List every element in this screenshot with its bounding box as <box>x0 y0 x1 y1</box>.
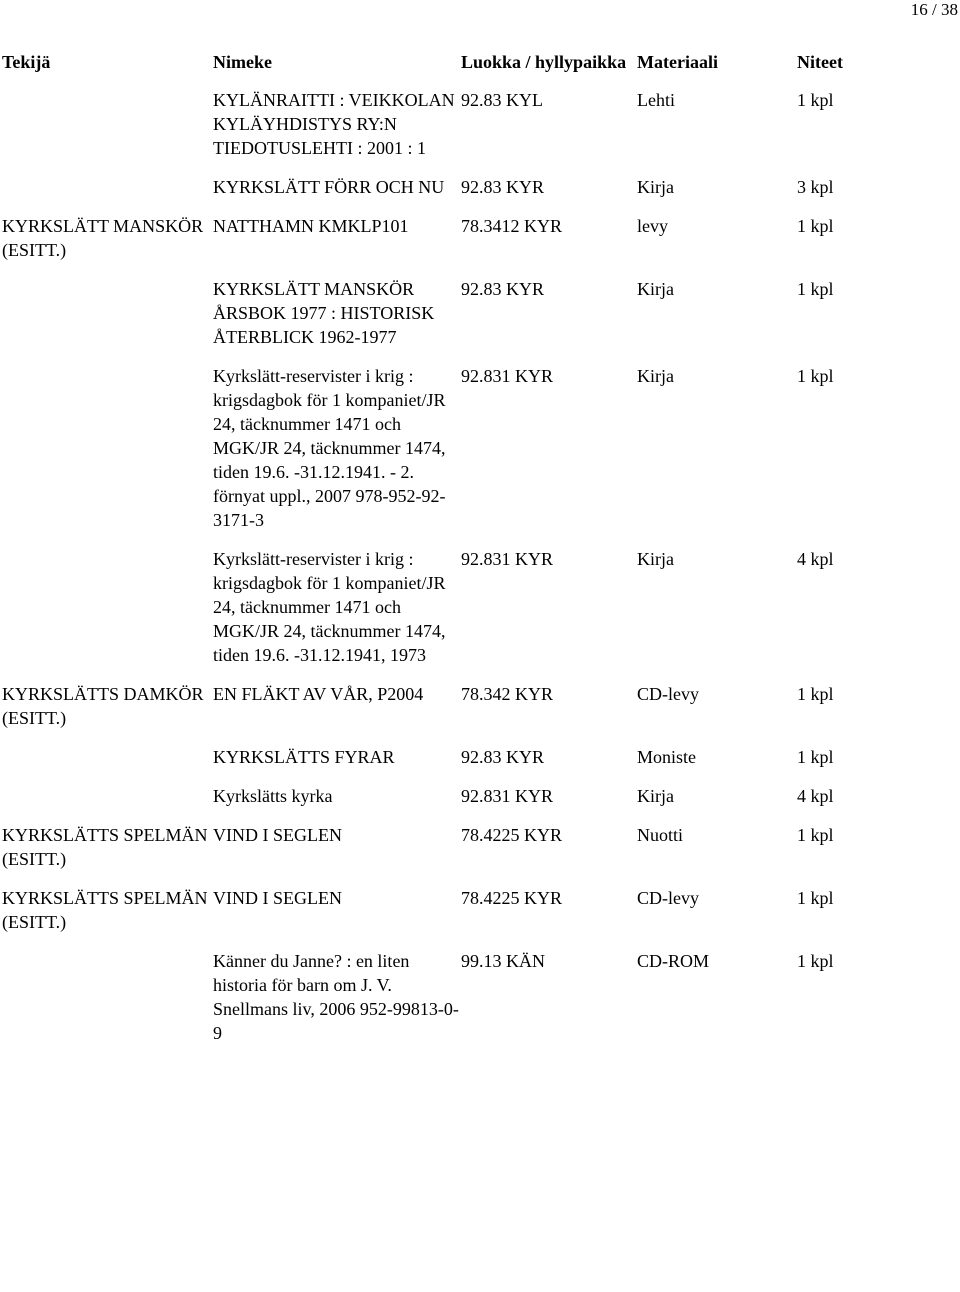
cell-material: Kirja <box>637 279 674 299</box>
table-row <box>2 745 952 784</box>
cell-class: 92.831 KYR <box>461 549 554 569</box>
cell-copies: 1 kpl <box>797 951 834 971</box>
table-row <box>2 784 952 823</box>
table-row <box>2 277 952 364</box>
cell-copies: 3 kpl <box>797 177 834 197</box>
cell-class: 78.4225 KYR <box>461 888 563 908</box>
cell-author: KYRKSLÄTTS DAMKÖR (ESITT.) <box>2 684 204 728</box>
cell-author: KYRKSLÄTTS SPELMÄN (ESITT.) <box>2 825 208 869</box>
header-copies: Niteet <box>797 52 843 72</box>
cell-material: CD-levy <box>637 888 699 908</box>
cell-class: 92.831 KYR <box>461 366 554 386</box>
cell-material: Moniste <box>637 747 697 767</box>
cell-class: 78.4225 KYR <box>461 825 563 845</box>
cell-material: Lehti <box>637 90 675 110</box>
table-row <box>2 175 952 214</box>
cell-class: 99.13 KÄN <box>461 951 545 971</box>
cell-author <box>2 277 213 364</box>
table-row <box>2 88 952 175</box>
cell-title: KYRKSLÄTT MANSKÖR ÅRSBOK 1977 : HISTORISK ÅTERBLICK 1962-1977 <box>213 279 435 347</box>
cell-author <box>2 175 213 214</box>
cell-author <box>2 88 213 175</box>
cell-author <box>2 547 213 682</box>
cell-copies: 1 kpl <box>797 279 834 299</box>
cell-copies: 1 kpl <box>797 747 834 767</box>
cell-title: EN FLÄKT AV VÅR, P2004 <box>213 684 424 704</box>
table-body <box>2 88 952 1060</box>
cell-copies: 1 kpl <box>797 888 834 908</box>
cell-material: Kirja <box>637 549 674 569</box>
cell-title: VIND I SEGLEN <box>213 888 342 908</box>
cell-material: Nuotti <box>637 825 684 845</box>
table-row <box>2 823 952 886</box>
cell-title: KYRKSLÄTTS FYRAR <box>213 747 395 767</box>
cell-material: CD-levy <box>637 684 699 704</box>
table-row <box>2 682 952 745</box>
cell-class: 92.83 KYL <box>461 90 543 110</box>
cell-author: KYRKSLÄTTS SPELMÄN (ESITT.) <box>2 888 208 932</box>
cell-copies: 1 kpl <box>797 366 834 386</box>
cell-class: 92.83 KYR <box>461 747 545 767</box>
cell-title: Känner du Janne? : en liten historia för barn om J. V. Snellmans liv, 2006 952-99813-0-9 <box>213 951 459 1043</box>
page-number: 16 / 38 <box>910 0 958 19</box>
cell-author <box>2 745 213 784</box>
cell-title: KYLÄNRAITTI : VEIKKOLAN KYLÄYHDISTYS RY:N TIEDOTUSLEHTI : 2001 : 1 <box>213 90 455 158</box>
cell-author <box>2 364 213 547</box>
cell-copies: 4 kpl <box>797 549 834 569</box>
cell-author <box>2 784 213 823</box>
cell-title: Kyrkslätt-reservister i krig : krigsdagbok för 1 kompaniet/JR 24, täcknummer 1471 och MGK/JR 24, täcknummer 1474, tiden 19.6. -31.12.1941. - 2. förnyat uppl., 2007 978-952-92-3171-3 <box>213 366 446 530</box>
catalog-table <box>2 50 952 1060</box>
table-row <box>2 547 952 682</box>
header-title: Nimeke <box>213 52 272 72</box>
cell-title: Kyrkslätt-reservister i krig : krigsdagbok för 1 kompaniet/JR 24, täcknummer 1471 och MGK/JR 24, täcknummer 1474, tiden 19.6. -31.12.1941, 1973 <box>213 549 446 665</box>
cell-copies: 1 kpl <box>797 825 834 845</box>
cell-copies: 1 kpl <box>797 216 834 236</box>
cell-material: levy <box>637 216 668 236</box>
cell-author: KYRKSLÄTT MANSKÖR (ESITT.) <box>2 216 204 260</box>
cell-class: 78.3412 KYR <box>461 216 563 236</box>
cell-title: NATTHAMN KMKLP101 <box>213 216 409 236</box>
table-row <box>2 949 952 1060</box>
cell-title: VIND I SEGLEN <box>213 825 342 845</box>
cell-material: Kirja <box>637 786 674 806</box>
table-row <box>2 886 952 949</box>
header-class: Luokka / hyllypaikka <box>461 52 627 72</box>
cell-copies: 1 kpl <box>797 90 834 110</box>
table-header-row <box>2 50 952 88</box>
cell-author <box>2 949 213 1060</box>
table-row <box>2 364 952 547</box>
cell-material: Kirja <box>637 177 674 197</box>
cell-title: Kyrkslätts kyrka <box>213 786 333 806</box>
header-material: Materiaali <box>637 52 718 72</box>
cell-copies: 1 kpl <box>797 684 834 704</box>
cell-class: 92.83 KYR <box>461 177 545 197</box>
cell-class: 92.831 KYR <box>461 786 554 806</box>
cell-title: KYRKSLÄTT FÖRR OCH NU <box>213 177 445 197</box>
cell-material: Kirja <box>637 366 674 386</box>
cell-class: 78.342 KYR <box>461 684 554 704</box>
cell-copies: 4 kpl <box>797 786 834 806</box>
table-row <box>2 214 952 277</box>
cell-material: CD-ROM <box>637 951 710 971</box>
cell-class: 92.83 KYR <box>461 279 545 299</box>
header-author: Tekijä <box>2 52 51 72</box>
